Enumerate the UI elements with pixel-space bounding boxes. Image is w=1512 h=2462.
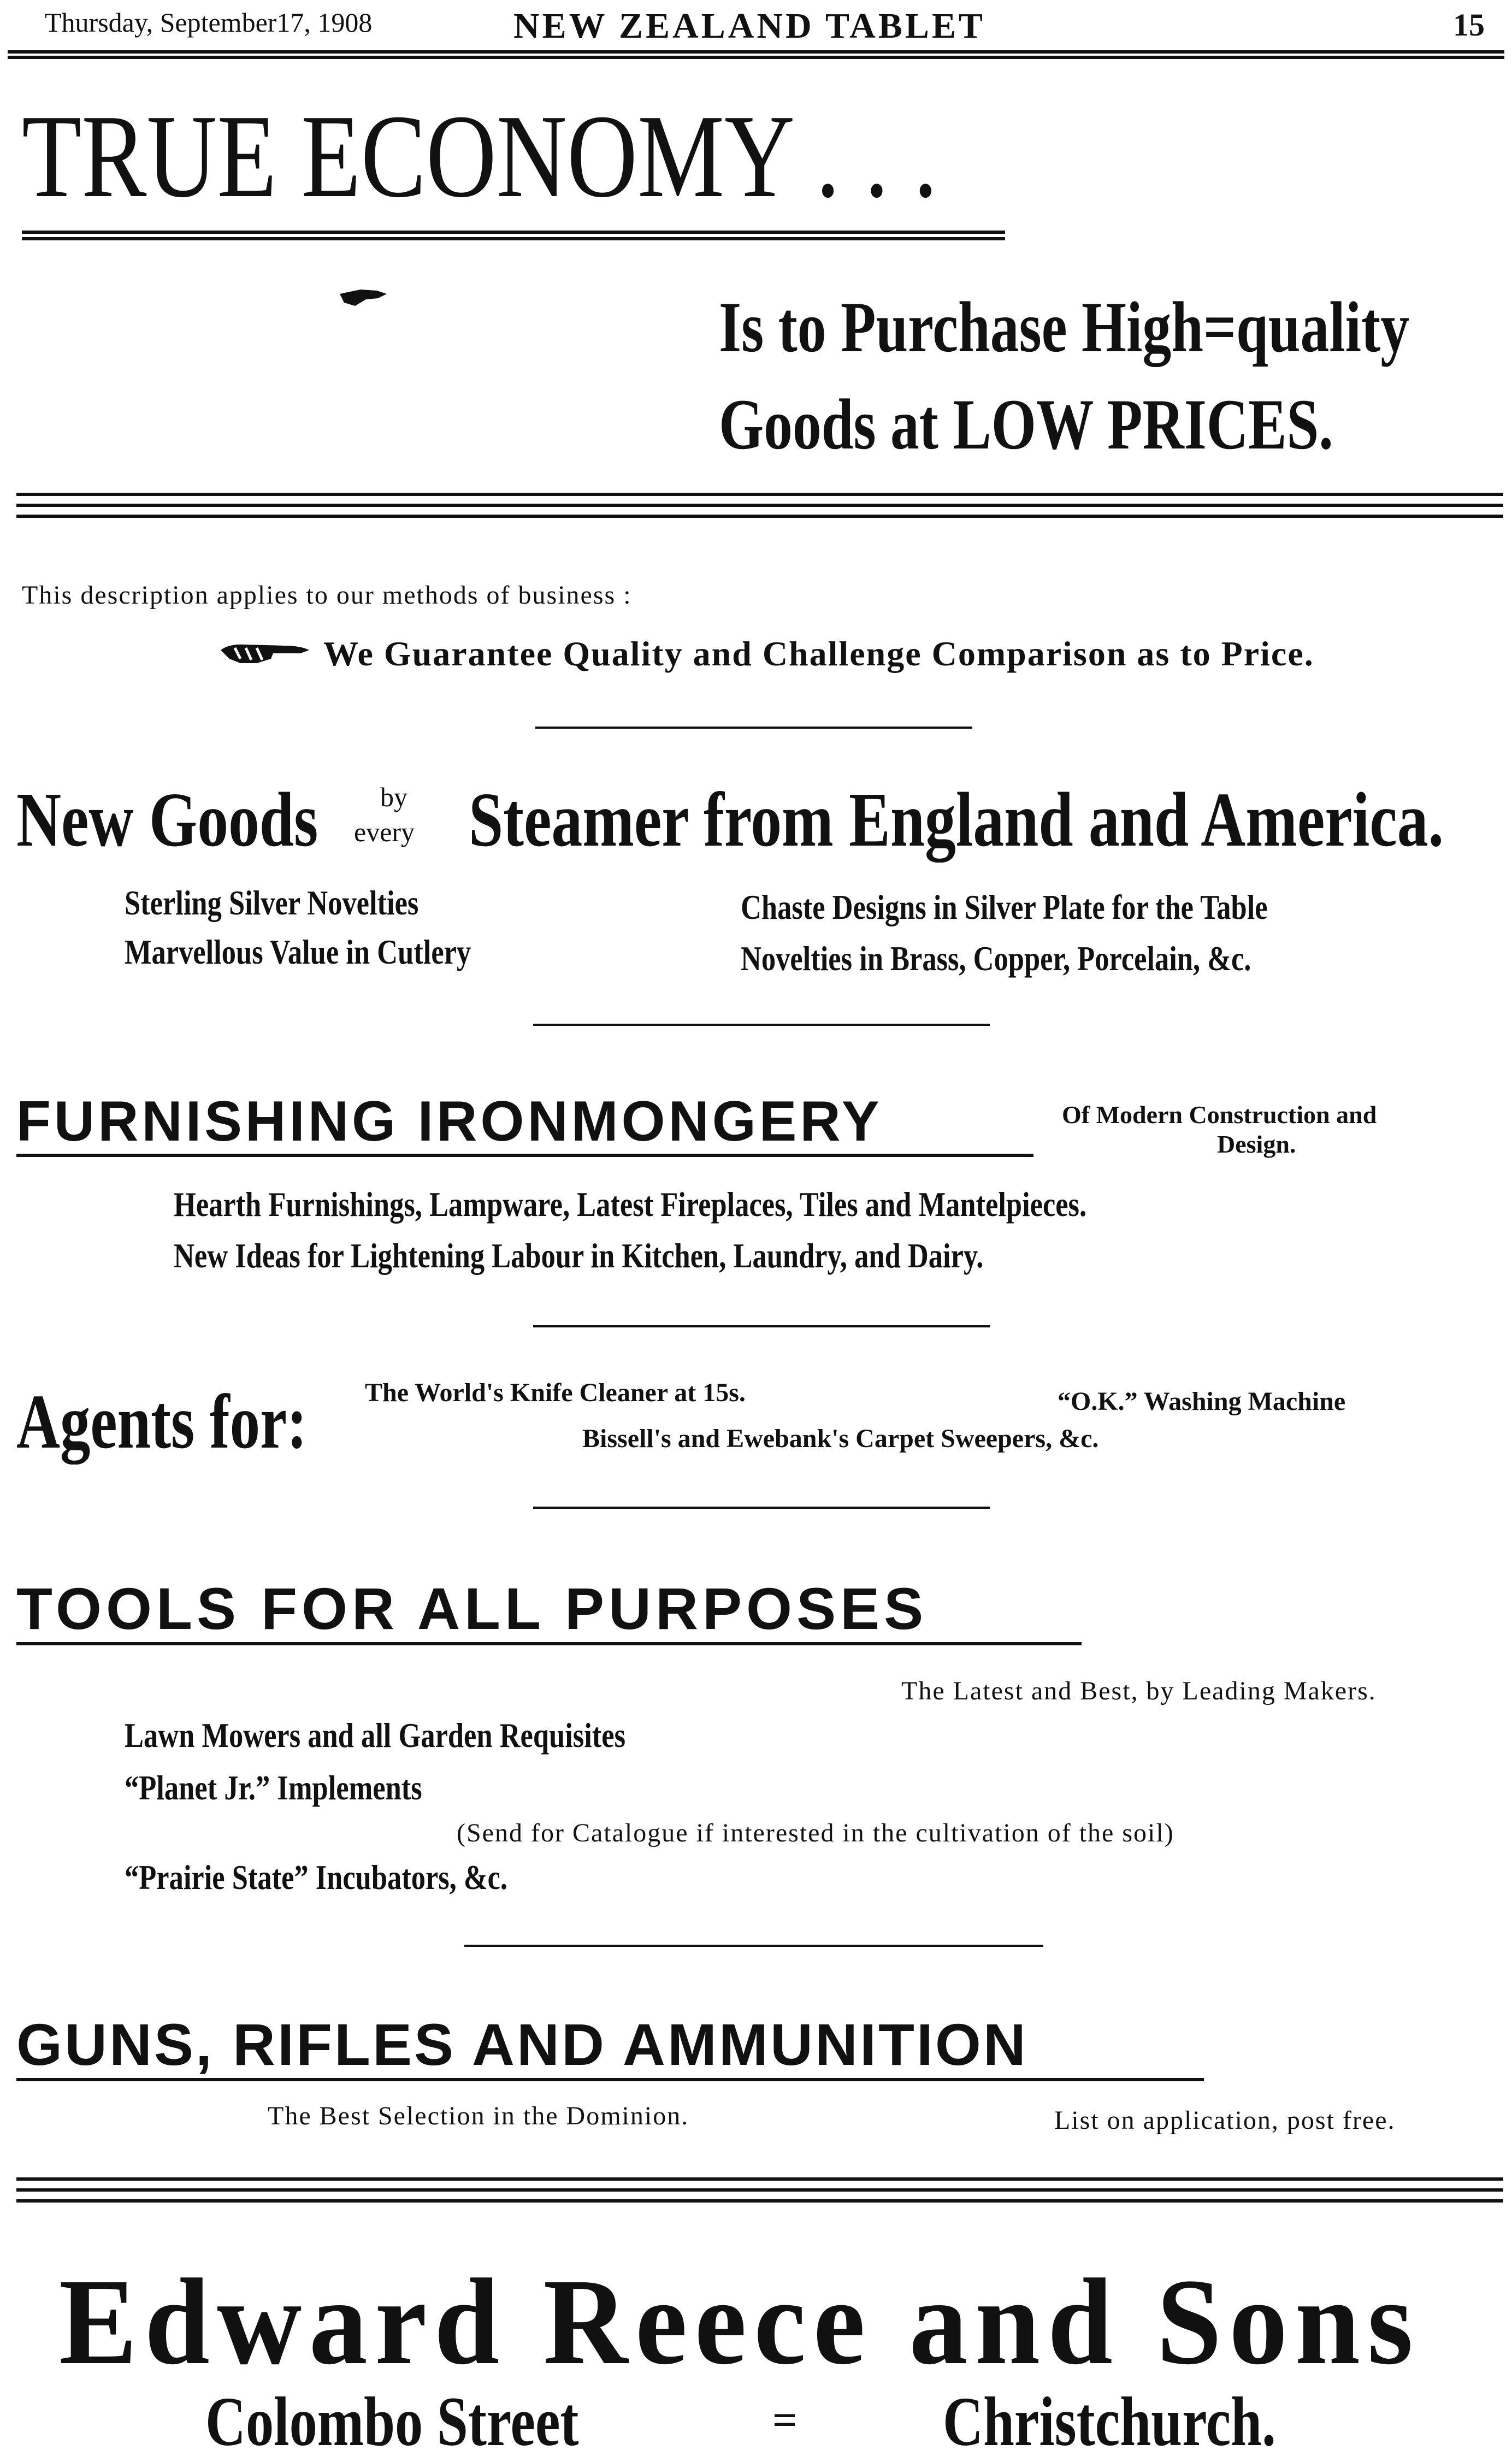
header-rule: [8, 50, 1504, 59]
section-divider-3: [533, 1325, 990, 1327]
guns-heading: GUNS, RIFLES AND AMMUNITION: [16, 2011, 1028, 2077]
guns-right-note: List on application, post free.: [1054, 2106, 1396, 2135]
tools-heading: TOOLS FOR ALL PURPOSES: [16, 1575, 928, 1642]
address-separator: =: [772, 2396, 798, 2445]
new-goods-item: Marvellous Value in Cutlery: [125, 932, 471, 971]
newspaper-title: NEW ZEALAND TABLET: [513, 6, 985, 46]
agents-heading: Agents for:: [16, 1378, 308, 1465]
guns-underline: [16, 2078, 1204, 2081]
guarantee-statement: We Guarantee Quality and Challenge Comparison as to Price.: [323, 634, 1314, 673]
pointing-hand-icon: [218, 639, 311, 672]
agents-item: Bissell's and Ewebank's Carpet Sweepers, &c.: [582, 1424, 1099, 1453]
masthead-tagline-line1: Is to Purchase High=quality: [719, 287, 1410, 367]
furnishing-side-note: Of Modern Construction and: [1062, 1101, 1377, 1129]
masthead-triple-rule: [16, 493, 1503, 518]
tools-tagline: The Latest and Best, by Leading Makers.: [901, 1676, 1377, 1705]
furnishing-underline: [16, 1154, 1033, 1157]
furnishing-line: Hearth Furnishings, Lampware, Latest Fireplaces, Tiles and Mantelpieces.: [174, 1185, 1087, 1224]
new-goods-by: by: [380, 782, 407, 812]
furnishing-heading: FURNISHING IRONMONGERY: [16, 1090, 883, 1153]
furnishing-side-note-design: Design.: [1217, 1130, 1296, 1158]
issue-date: Thursday, September17, 1908: [45, 7, 373, 38]
section-divider-2: [533, 1024, 990, 1026]
firm-name: Edward Reece and Sons: [59, 2253, 1421, 2390]
agents-item: “O.K.” Washing Machine: [1058, 1387, 1346, 1416]
guns-left-note: The Best Selection in the Dominion.: [268, 2101, 689, 2130]
masthead-tagline-line2: Goods at LOW PRICES.: [719, 384, 1333, 464]
tools-underline: [16, 1642, 1082, 1645]
furnishing-line: New Ideas for Lightening Labour in Kitchen, Laundry, and Dairy.: [174, 1236, 984, 1275]
agents-item: The World's Knife Cleaner at 15s.: [365, 1378, 746, 1407]
new-goods-every: every: [354, 817, 415, 847]
section-divider-4: [533, 1507, 990, 1509]
footer-triple-rule: [16, 2177, 1503, 2203]
pointing-hand-icon-large: [339, 284, 388, 314]
section-divider-5: [464, 1945, 1043, 1947]
firm-street: Colombo Street: [205, 2383, 579, 2460]
tools-item: Lawn Mowers and all Garden Requisites: [125, 1716, 625, 1755]
tools-item: “Prairie State” Incubators, &c.: [125, 1858, 508, 1897]
page-number: 15: [1453, 7, 1485, 43]
new-goods-item: Sterling Silver Novelties: [125, 883, 419, 922]
tools-note: (Send for Catalogue if interested in the cultivation of the soil): [457, 1819, 1174, 1847]
section-divider-1: [535, 727, 972, 729]
tools-item: “Planet Jr.” Implements: [125, 1768, 422, 1807]
new-goods-item: Novelties in Brass, Copper, Porcelain, &c.: [741, 939, 1251, 978]
business-description: This description applies to our methods of business :: [22, 581, 632, 610]
firm-city: Christchurch.: [943, 2383, 1276, 2460]
masthead-underline: [22, 231, 1005, 240]
new-goods-item: Chaste Designs in Silver Plate for the Table: [741, 888, 1268, 926]
new-goods-steamer: Steamer from England and America.: [469, 776, 1444, 863]
masthead-title: TRUE ECONOMY . . .: [22, 91, 938, 222]
new-goods-heading: New Goods: [16, 776, 318, 863]
